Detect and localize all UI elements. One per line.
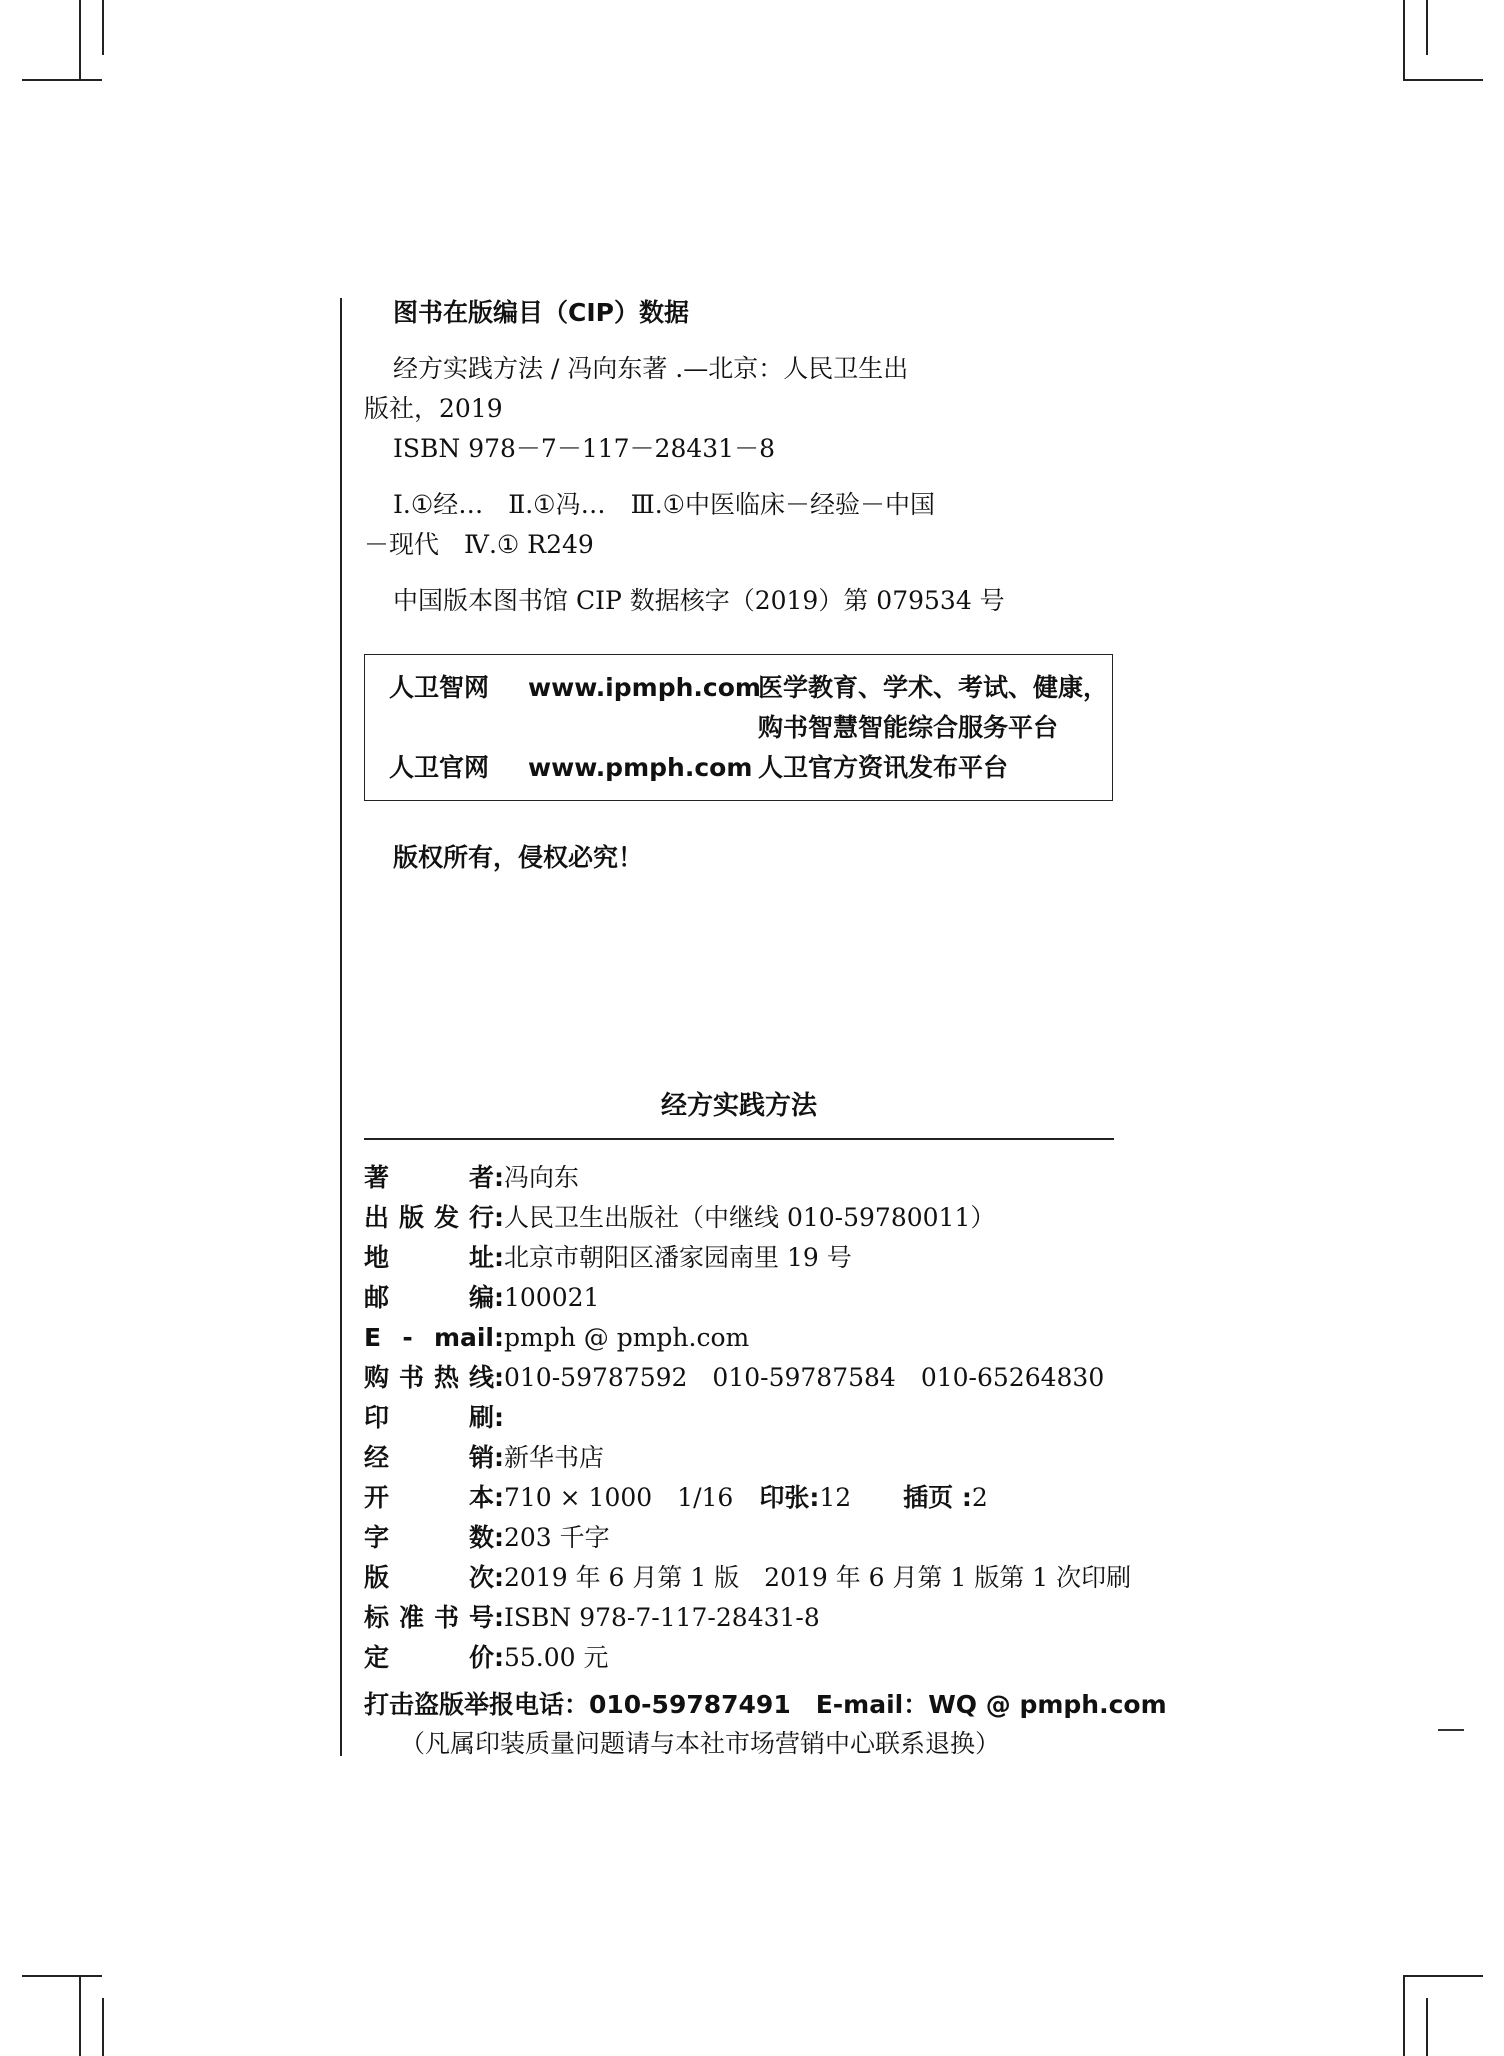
info-row-format: 开本:710 × 1000 1/16 印张:12 插页 :2 [364,1483,988,1512]
plates-value: 2 [971,1483,988,1512]
info-row-postcode: 邮编:100021 [364,1283,600,1312]
info-key: 字数 [364,1523,494,1552]
info-row-author: 著者:冯向东 [364,1163,580,1192]
plates-key: 插页 [903,1483,954,1512]
margin-rule [340,298,342,1756]
info-value: 55.00 元 [504,1643,609,1672]
info-value: 100021 [504,1283,600,1312]
info-value: 010-59787592 010-59787584 010-65264830 [504,1363,1105,1392]
info-row-email: E - mail:pmph @ pmph.com [364,1323,750,1352]
crop-mark [1426,1998,1428,2056]
info-value: 北京市朝阳区潘家园南里 19 号 [504,1243,852,1272]
info-row-wordcount: 字数:203 千字 [364,1523,610,1552]
info-key: 购书热线 [364,1363,494,1392]
info-row-edition: 版次:2019 年 6 月第 1 版 2019 年 6 月第 1 版第 1 次印刷 [364,1563,1132,1592]
crop-mark [22,1975,102,1977]
ipmph-description: 医学教育、学术、考试、健康， [758,673,1109,702]
info-key: 印刷 [364,1403,494,1432]
crop-mark [1426,0,1428,55]
crop-mark [1403,79,1483,81]
info-key: E - mail [364,1323,494,1352]
websites-box [364,654,1113,801]
quality-notice: （凡属印装质量问题请与本社市场营销中心联系退换） [400,1729,1001,1758]
cip-title-line: 经方实践方法 / 冯向东著 .—北京：人民卫生出 [393,354,909,383]
anti-piracy-hotline: 打击盗版举报电话：010-59787491 E-mail：WQ @ pmph.com [364,1690,1167,1719]
crop-mark [22,79,102,81]
info-key: 经销 [364,1443,494,1472]
info-key: 定价 [364,1643,494,1672]
copyright-notice: 版权所有，侵权必究！ [393,843,644,872]
sheets-key: 印张 [759,1483,810,1512]
pmph-description: 人卫官方资讯发布平台 [758,753,1009,782]
info-value: 新华书店 [504,1443,605,1472]
info-key: 地址 [364,1243,494,1272]
cip-approval-number: 中国版本图书馆 CIP 数据核字（2019）第 079534 号 [393,586,1005,615]
crop-mark [1403,1975,1405,2056]
info-key: 版次 [364,1563,494,1592]
info-row-address: 地址:北京市朝阳区潘家园南里 19 号 [364,1243,852,1272]
cip-publisher-line: 版社，2019 [364,394,503,423]
crop-mark [102,0,104,55]
cip-classification-line1: Ⅰ.①经… Ⅱ.①冯… Ⅲ.①中医临床－经验－中国 [393,490,936,519]
info-value: 203 千字 [504,1523,610,1552]
info-row-printer: 印刷: [364,1403,504,1432]
title-rule [364,1138,1114,1140]
info-key: 标准书号 [364,1603,494,1632]
pmph-name: 人卫官网 [389,753,490,782]
ipmph-url-link[interactable]: www.ipmph.com [528,673,761,702]
book-title: 经方实践方法 [660,1091,817,1121]
edge-mark [1438,1729,1464,1731]
info-key: 邮编 [364,1283,494,1312]
info-value: 710 × 1000 1/16 [504,1483,734,1512]
info-key: 出版发行 [364,1203,494,1232]
info-value: 2019 年 6 月第 1 版 2019 年 6 月第 1 版第 1 次印刷 [504,1563,1132,1592]
crop-mark [79,0,81,79]
info-key: 开本 [364,1483,494,1512]
crop-mark [102,1998,104,2056]
info-value: 冯向东 [504,1163,580,1192]
email-link[interactable]: pmph @ pmph.com [504,1323,750,1352]
crop-mark [1403,1975,1483,1977]
cip-classification-line2: －现代 Ⅳ.① R249 [364,530,594,559]
info-row-hotline: 购书热线:010-59787592 010-59787584 010-65264830 [364,1363,1105,1392]
ipmph-name: 人卫智网 [389,673,490,702]
info-row-price: 定价:55.00 元 [364,1643,609,1672]
cip-heading: 图书在版编目（CIP）数据 [393,298,689,327]
pmph-url-link[interactable]: www.pmph.com [528,753,753,782]
crop-mark [79,1975,81,2056]
info-row-distributor: 经销:新华书店 [364,1443,605,1472]
info-row-isbn: 标准书号:ISBN 978-7-117-28431-8 [364,1603,820,1632]
info-value: ISBN 978-7-117-28431-8 [504,1603,820,1632]
sheets-value: 12 [819,1483,852,1512]
info-row-publisher: 出版发行:人民卫生出版社（中继线 010-59780011） [364,1203,996,1232]
cip-isbn: ISBN 978－7－117－28431－8 [393,434,775,463]
crop-mark [1403,0,1405,79]
info-key: 著者 [364,1163,494,1192]
ipmph-description-cont: 购书智慧智能综合服务平台 [758,713,1059,742]
info-value: 人民卫生出版社（中继线 010-59780011） [504,1203,996,1232]
